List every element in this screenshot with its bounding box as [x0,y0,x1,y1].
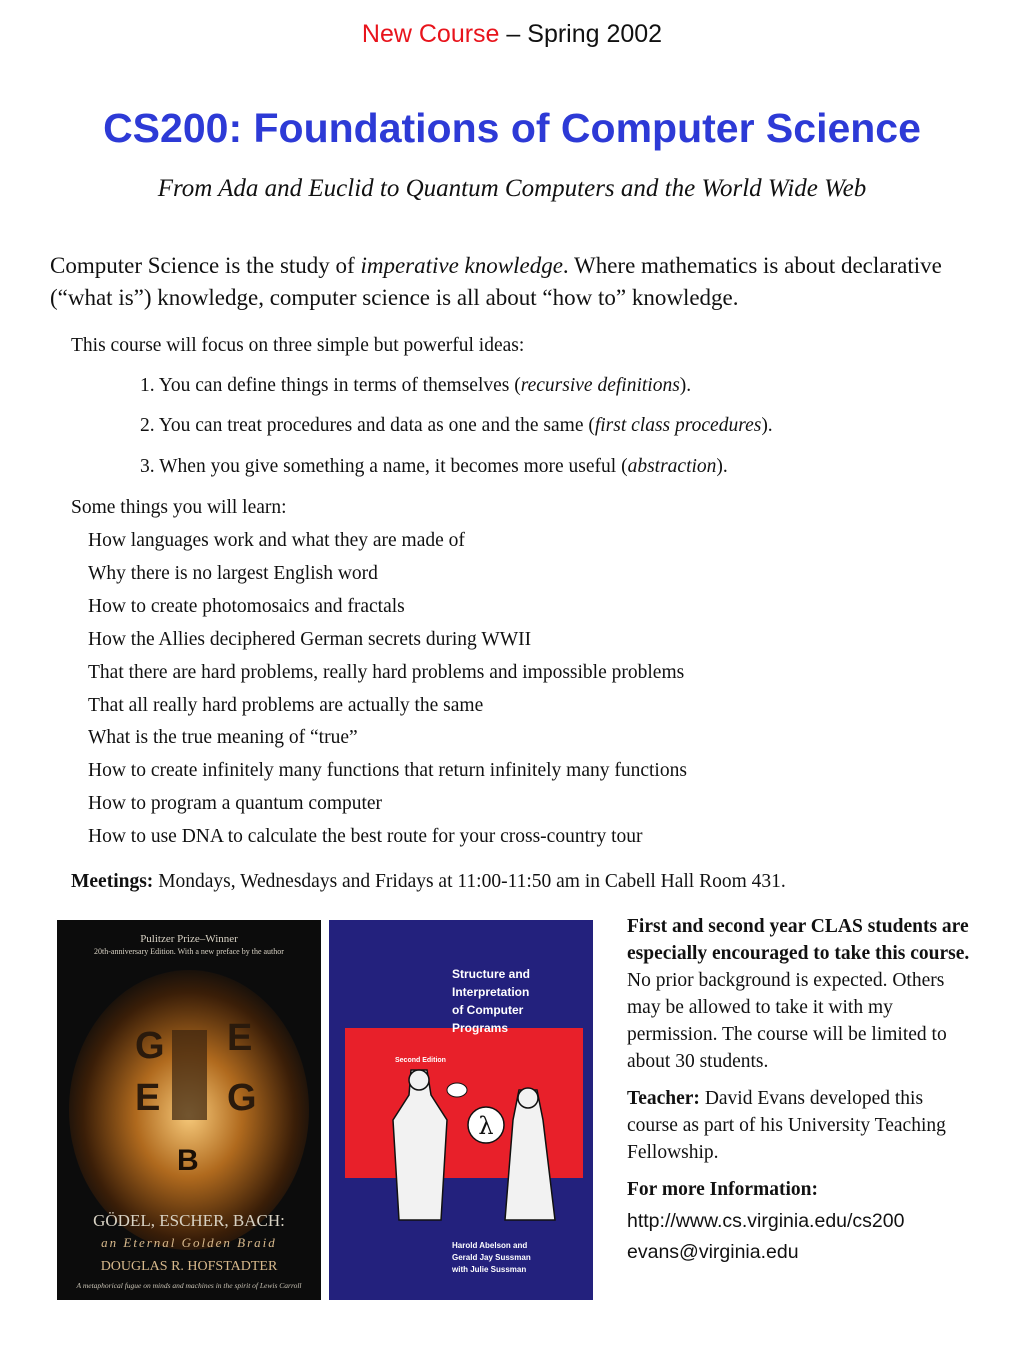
geb-letter: E [227,1017,253,1059]
eligibility-note [627,913,972,1075]
intro-paragraph [50,250,980,314]
teacher-label: Teacher: [627,1088,700,1109]
learn-item: Why there is no largest English word [88,563,378,584]
idea-text: 1. You can define things in terms of themselves ( [140,375,521,396]
sicp-book-cover [329,920,593,1300]
page-subtitle: From Ada and Euclid to Quantum Computers and the World Wide Web [157,175,867,202]
idea-item [140,456,728,478]
learn-item: How languages work and what they are made of [88,530,465,551]
eligibility-bold: First and second year CLAS students are especially encouraged to take this course. [627,916,970,964]
sicp-author-line: with Julie Sussman [452,1265,527,1274]
idea-term: first class procedures [594,415,762,436]
idea-text: 3. When you give something a name, it becomes more useful ( [140,456,628,477]
geb-title: GÖDEL, ESCHER, BACH: [93,1211,285,1230]
sicp-author-line: Harold Abelson and [452,1241,528,1250]
info-heading-para [627,1176,972,1203]
geb-prize: Pulitzer Prize–Winner [140,933,238,945]
idea-term: abstraction [627,456,717,477]
geb-book-cover [57,920,321,1300]
idea-item [140,415,773,437]
new-course-label: New Course [361,20,500,48]
email-link[interactable]: evans@virginia.edu [627,1241,799,1263]
idea-end: ). [679,375,692,396]
info-label: For more Information: [627,1179,818,1200]
geb-letter: E [135,1077,161,1119]
learn-heading: Some things you will learn: [71,497,287,518]
learn-item: That all really hard problems are actually the same [88,695,484,716]
eligibility-text: No prior background is expected. Others may be allowed to take it with my permission. The course will be limited to about 30 students. [627,970,947,1072]
learn-item: How to use DNA to calculate the best route for your cross-country tour [88,826,643,847]
geb-subtitle: an Eternal Golden Braid [101,1235,277,1250]
semester-label: – Spring 2002 [499,20,663,48]
focus-heading: This course will focus on three simple but powerful ideas: [71,335,525,356]
sicp-title-line: Structure and [452,967,531,981]
learn-item: How to create photomosaics and fractals [88,596,405,617]
learn-item: How to program a quantum computer [88,793,383,814]
learn-item: That there are hard problems, really hard problems and impossible problems [88,662,685,683]
course-url-link[interactable]: http://www.cs.virginia.edu/cs200 [627,1210,905,1232]
geb-tagline: A metaphorical fugue on minds and machines in the spirit of Lewis Carroll [76,1281,302,1290]
geb-cover-art [57,920,321,1300]
learn-item: How the Allies deciphered German secrets during WWII [88,629,532,650]
sicp-title-line: Interpretation [452,985,530,999]
meetings-line [71,871,786,893]
sicp-author-line: Gerald Jay Sussman [452,1253,531,1262]
geb-letter: G [135,1025,165,1067]
meetings-label: Meetings: [71,871,154,892]
learn-item: What is the true meaning of “true” [88,727,358,748]
geb-letter: G [227,1077,257,1119]
teacher-note [627,1085,972,1166]
teacher-text: David Evans developed this course as part of his University Teaching Fellowship. [627,1088,946,1163]
idea-term: recursive definitions [520,375,680,396]
intro-italic: imperative knowledge [360,253,563,278]
info-sidebar [627,913,972,1265]
sicp-title-line: Programs [452,1021,509,1035]
idea-end: ). [716,456,728,477]
header-line [0,20,1024,49]
lambda-icon: λ [478,1112,494,1140]
geb-letter: B [177,1144,199,1177]
idea-item [140,375,691,397]
sicp-title-line: of Computer [452,1003,524,1017]
intro-text-1: Computer Science is the study of [50,253,361,278]
page-title: CS200: Foundations of Computer Science [103,105,921,151]
idea-end: ). [761,415,773,436]
sicp-edition: Second Edition [395,1057,446,1064]
geb-author: DOUGLAS R. HOFSTADTER [100,1259,278,1274]
intro-text-2: . Where mathematics is about declarative (“what is”) knowledge, computer science is all about “how to” knowledge. [50,253,942,310]
meetings-text: Mondays, Wednesdays and Fridays at 11:00-11:50 am in Cabell Hall Room 431. [153,871,786,892]
learn-item: How to create infinitely many functions that return infinitely many functions [88,760,687,781]
idea-text: 2. You can treat procedures and data as one and the same ( [140,415,595,436]
geb-edition: 20th-anniversary Edition. With a new preface by the author [94,947,284,956]
sicp-cover-art [329,920,593,1300]
